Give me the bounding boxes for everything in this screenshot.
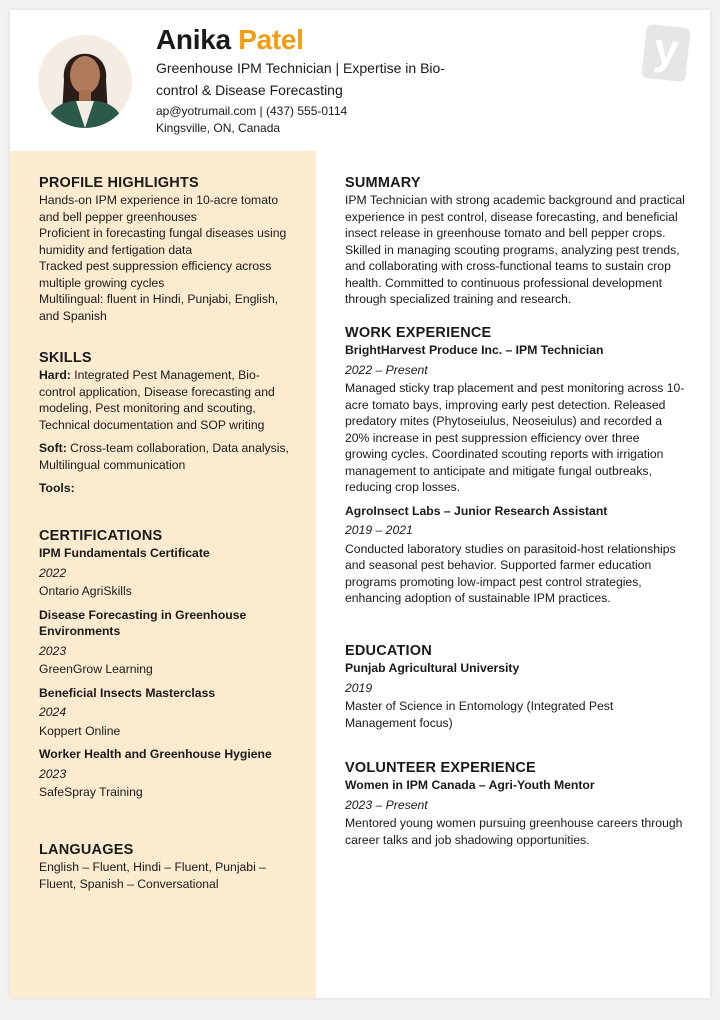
job-entry [345, 342, 685, 496]
section-heading: WORK EXPERIENCE [345, 325, 492, 341]
volunteer-role: Women in IPM Canada – Agri-Youth Mentor [345, 778, 595, 792]
cert-name: IPM Fundamentals Certificate [39, 546, 210, 560]
job-entry [345, 503, 685, 607]
certification-item [39, 685, 291, 740]
section-heading: SKILLS [39, 350, 92, 366]
last-name: Patel [238, 24, 304, 55]
highlight-item: Hands-on IPM experience in 10-acre tomato and bell pepper greenhouses [39, 193, 279, 224]
job-title: BrightHarvest Produce Inc. – IPM Technician [345, 343, 604, 357]
job-dates: 2019 – 2021 [345, 523, 413, 537]
cert-name: Disease Forecasting in Greenhouse Environments [39, 607, 247, 638]
education-year: 2019 [345, 680, 373, 695]
summary-section [345, 174, 685, 308]
candidate-name [156, 24, 304, 56]
hard-label: Hard: [39, 368, 71, 382]
section-heading: EDUCATION [345, 643, 432, 659]
job-title: AgroInsect Labs – Junior Research Assistant [345, 503, 608, 518]
certification-item [39, 607, 291, 678]
cert-name: Worker Health and Greenhouse Hygiene [39, 747, 272, 761]
cert-name: Beneficial Insects Masterclass [39, 685, 216, 700]
cert-year: 2023 [39, 766, 67, 781]
highlight-item: Tracked pest suppression efficiency across multiple growing cycles [39, 259, 272, 290]
school-name: Punjab Agricultural University [345, 661, 520, 675]
certification-item [39, 545, 291, 600]
highlight-item: Proficient in forecasting fungal diseases using humidity and fertigation data [39, 226, 287, 257]
job-title: Greenhouse IPM Technician | Expertise in Bio-control & Disease Forecasting [156, 60, 445, 98]
job-description: Managed sticky trap placement and pest monitoring across 10-acre tomato bays, improving early pest detection. Released predatory mites (Phytoseiulus, Neoseiulus) and recorded a 20% increase in pest suppression efficiency over three growing cycles. Coordinated scouting reports with irrigation management to anticipate and mitigate fungal outbreaks, reducing crop losses. [345, 381, 685, 494]
location: Kingsville, ON, Canada [156, 121, 281, 135]
cert-issuer: Ontario AgriSkills [39, 584, 132, 598]
section-heading: PROFILE HIGHLIGHTS [39, 175, 199, 191]
cert-year: 2023 [39, 643, 67, 658]
profile-photo [38, 35, 132, 128]
cert-issuer: Koppert Online [39, 723, 121, 738]
brand-logo-icon: y [641, 24, 690, 82]
volunteer-dates: 2023 – Present [345, 797, 428, 812]
volunteer-description: Mentored young women pursuing greenhouse careers through career talks and job shadowing opportunities. [345, 816, 683, 847]
work-experience-section [345, 324, 685, 607]
certification-item [39, 746, 291, 801]
profile-highlights-section [39, 174, 291, 324]
highlight-item: Multilingual: fluent in Hindi, Punjabi, English, and Spanish [39, 292, 279, 323]
cert-issuer: SafeSpray Training [39, 785, 143, 799]
email-phone: ap@yotrumail.com | (437) 555-0114 [156, 104, 348, 118]
volunteer-section [345, 759, 685, 848]
hard-skills [39, 367, 291, 433]
languages-text: English – Fluent, Hindi – Fluent, Punjabi – Fluent, Spanish – Conversational [39, 860, 266, 891]
soft-skills-text: Cross-team collaboration, Data analysis, Multilingual communication [39, 441, 289, 472]
contact-info [156, 103, 347, 137]
cert-issuer: GreenGrow Learning [39, 662, 153, 676]
section-heading: LANGUAGES [39, 842, 134, 858]
cert-year: 2022 [39, 565, 67, 580]
languages-section [39, 841, 291, 892]
certifications-section [39, 527, 291, 801]
hard-skills-text: Integrated Pest Management, Bio-control application, Disease forecasting and modeling, Pest monitoring and scouting, Technical documentation and SOP writing [39, 368, 275, 432]
job-dates: 2022 – Present [345, 362, 428, 377]
first-name: Anika [156, 24, 231, 55]
skills-section [39, 349, 291, 497]
job-description: Conducted laboratory studies on parasitoid-host relationships and seasonal pest behavior. Supported farmer education programs promoting low-impact pest control strategies, enhancing adoption of sustainable IPM practices. [345, 541, 676, 605]
section-heading: SUMMARY [345, 175, 421, 191]
soft-label: Soft: [39, 441, 67, 455]
degree: Master of Science in Entomology (Integrated Pest Management focus) [345, 699, 614, 730]
section-heading: VOLUNTEER EXPERIENCE [345, 760, 536, 776]
summary-text: IPM Technician with strong academic background and practical experience in pest control, disease forecasting, and beneficial insect release in greenhouse tomato and bell pepper crops. Skilled in managing scouting programs, analyzing pest trends, and collaborating with cross-functional teams to sustain crop health. Committed to continuous professional development through specialized training and research. [345, 193, 685, 306]
cert-year: 2024 [39, 705, 67, 719]
education-section [345, 642, 685, 731]
tools-label: Tools: [39, 481, 75, 495]
section-heading: CERTIFICATIONS [39, 528, 163, 544]
soft-skills [39, 440, 291, 473]
